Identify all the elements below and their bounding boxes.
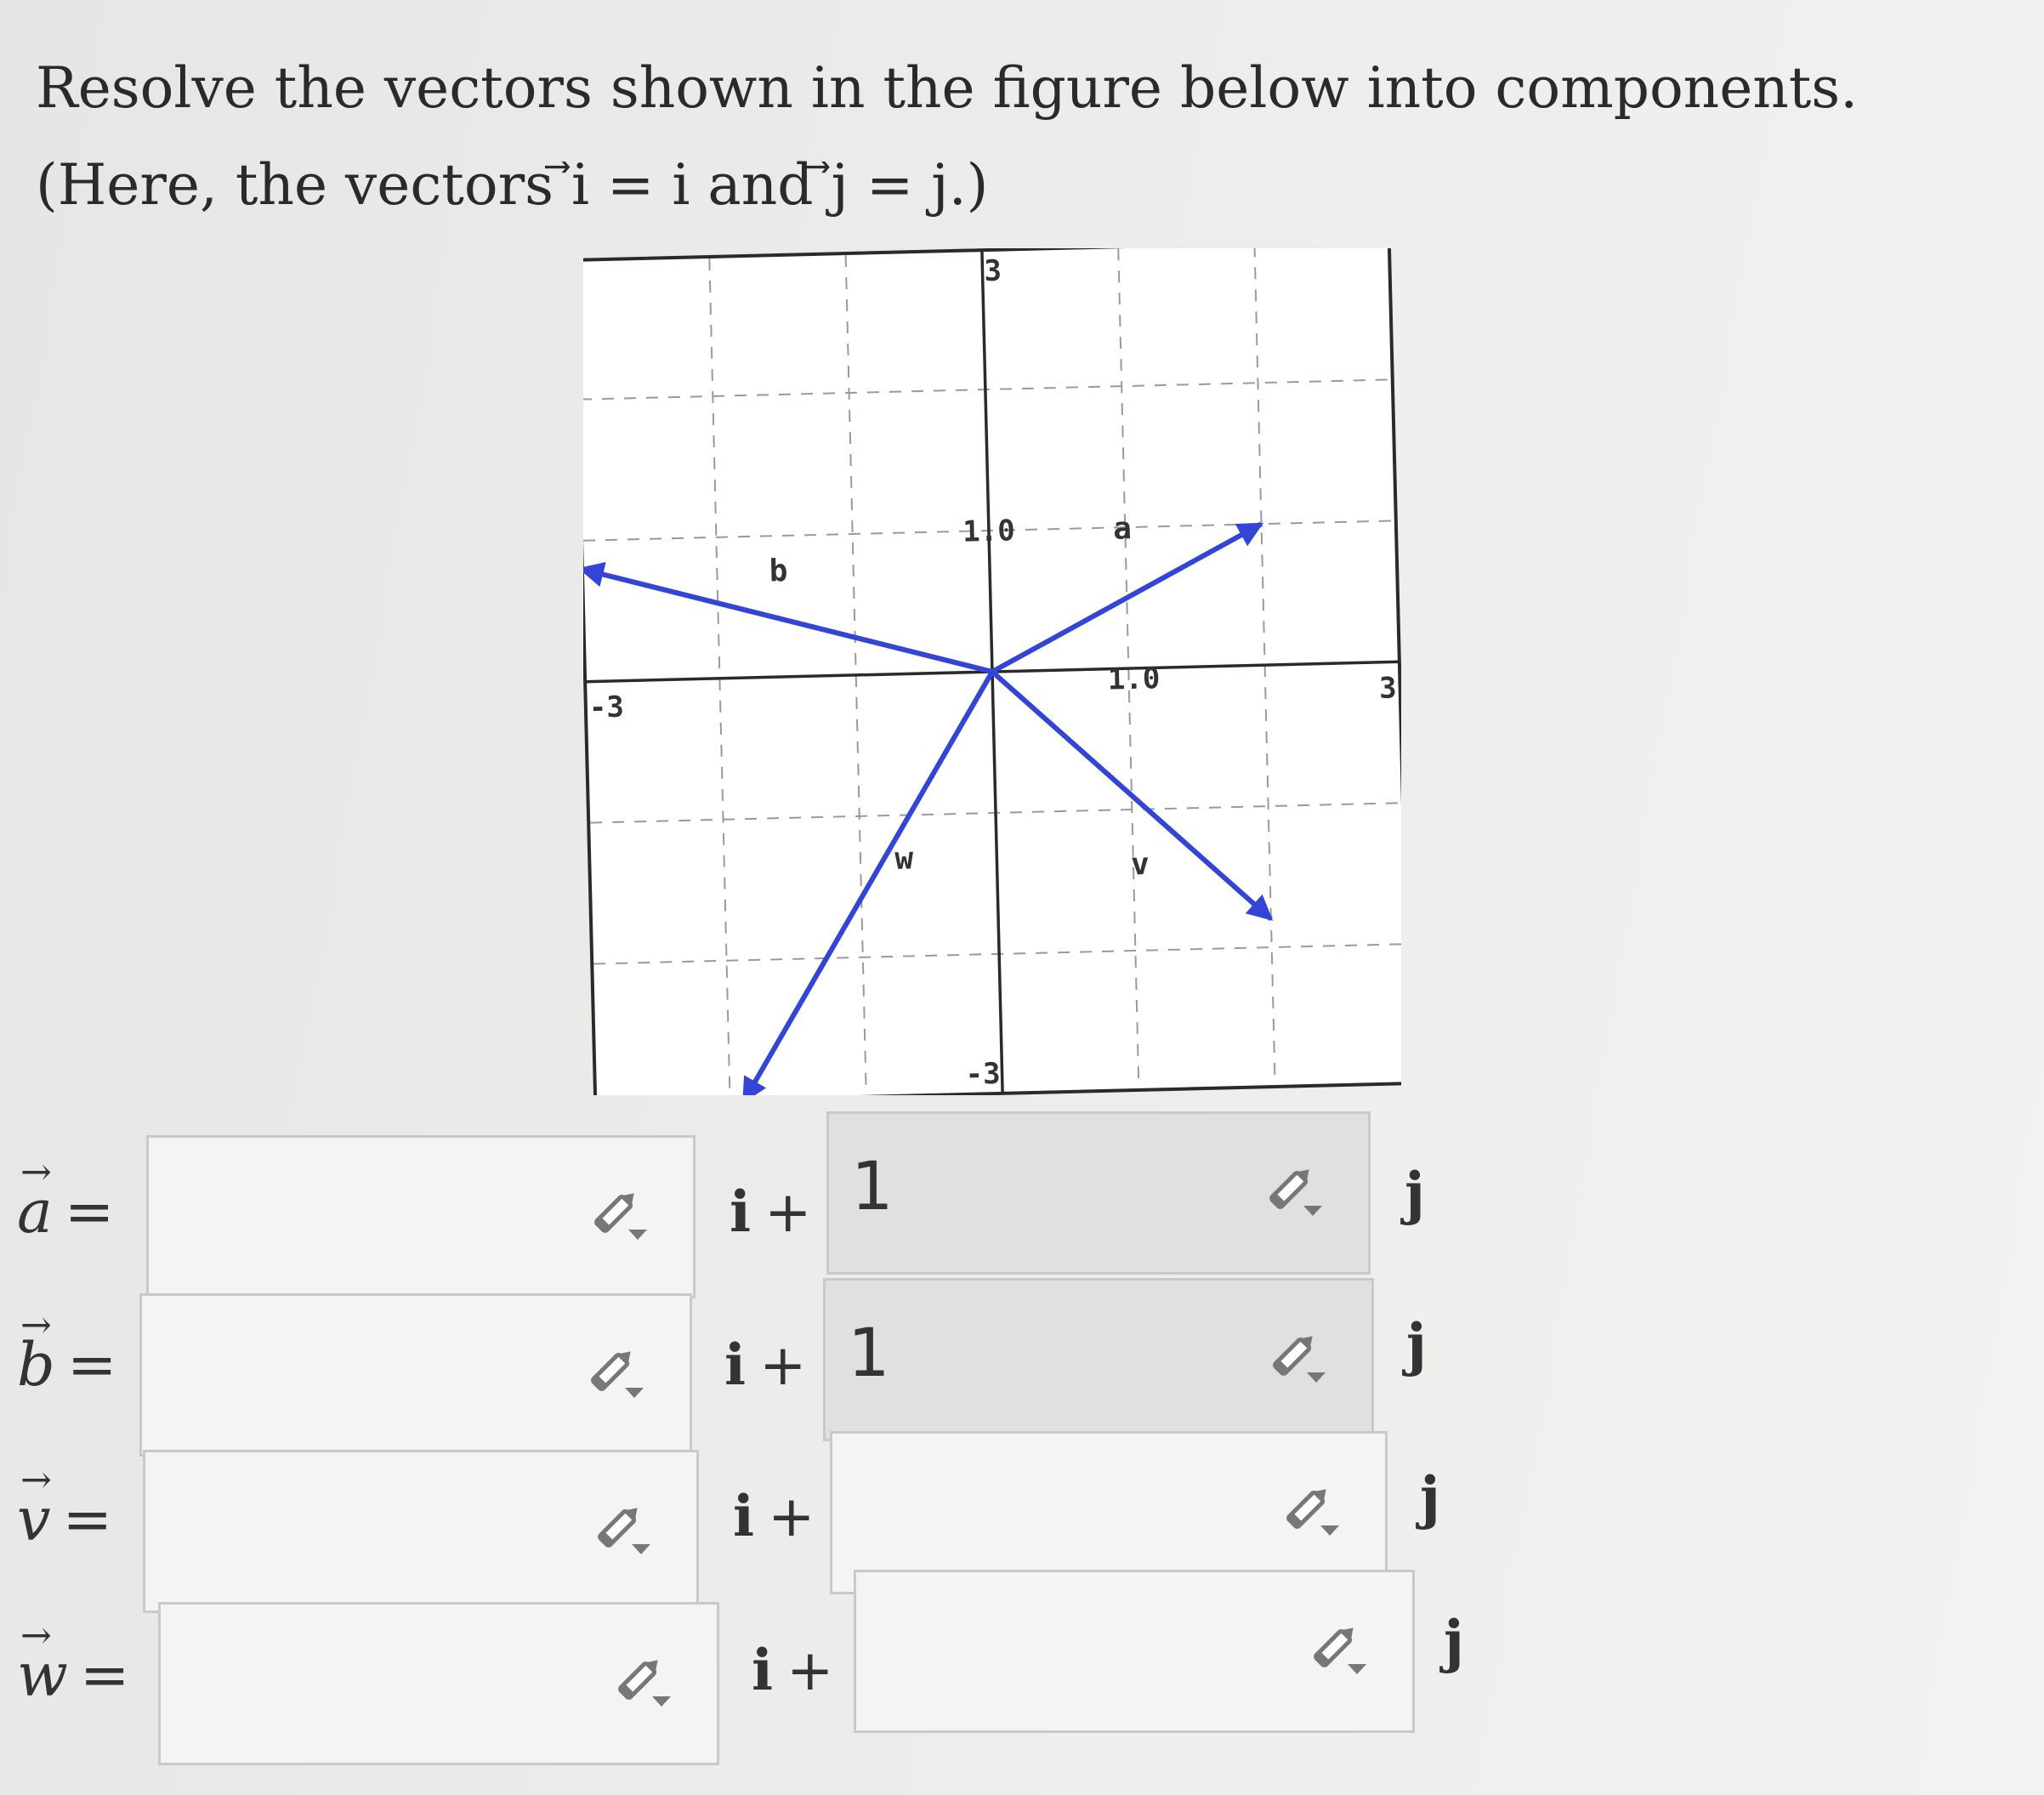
- unit-i: i +: [733, 1483, 815, 1549]
- y-max-label: 3: [984, 253, 1002, 289]
- unit-i: i +: [730, 1179, 812, 1245]
- answer-row-w: [0, 1599, 1496, 1769]
- pencil-dropdown-icon[interactable]: [1307, 1616, 1375, 1684]
- b-i-component-input[interactable]: [139, 1293, 692, 1457]
- a-j-component-input[interactable]: 1: [826, 1111, 1371, 1275]
- vector-w-label: w: [894, 841, 914, 877]
- vector-figure: [583, 248, 1401, 1095]
- pencil-dropdown-icon[interactable]: [591, 1497, 659, 1565]
- vector-graph: [583, 248, 1401, 1095]
- b-j-component-input[interactable]: 1: [823, 1278, 1374, 1441]
- unit-i: i +: [724, 1332, 807, 1398]
- y-unit-label: 1.0: [962, 514, 1016, 549]
- vector-v-label: v: [1130, 846, 1150, 883]
- pencil-dropdown-icon[interactable]: [584, 1340, 652, 1408]
- y-min-label: -3: [965, 1056, 1002, 1092]
- vector-a-label: a: [1112, 511, 1133, 547]
- w-i-component-input[interactable]: [158, 1602, 719, 1765]
- vector-v-label: → v =: [17, 1477, 112, 1562]
- unit-j: j: [1444, 1608, 1464, 1674]
- pencil-dropdown-icon[interactable]: [588, 1182, 656, 1250]
- x-unit-label: 1.0: [1107, 662, 1161, 697]
- unit-j: j: [1406, 1311, 1427, 1377]
- vector-b-label: b: [769, 553, 788, 589]
- x-min-label: -3: [588, 690, 625, 725]
- unit-j: j: [1420, 1464, 1440, 1531]
- question-text: Resolve the vectors shown in the figure below into components.: [36, 55, 1859, 121]
- a-i-component-input[interactable]: [146, 1135, 696, 1298]
- unit-i: i +: [752, 1637, 834, 1703]
- vector-a-label: → a =: [17, 1169, 114, 1254]
- question-note: (Here, the vectors ⃗i = i and ⃗j = j.): [36, 152, 989, 218]
- vector-b-label: → b =: [17, 1322, 116, 1407]
- pencil-dropdown-icon[interactable]: [1263, 1158, 1331, 1226]
- unit-j: j: [1405, 1160, 1425, 1226]
- vector-w-label: → w =: [17, 1633, 130, 1718]
- pencil-dropdown-icon[interactable]: [611, 1649, 679, 1717]
- pencil-dropdown-icon[interactable]: [1280, 1478, 1348, 1546]
- v-i-component-input[interactable]: [143, 1450, 699, 1613]
- w-j-component-input[interactable]: [854, 1570, 1415, 1733]
- x-max-label: 3: [1378, 671, 1398, 706]
- pencil-dropdown-icon[interactable]: [1266, 1325, 1334, 1393]
